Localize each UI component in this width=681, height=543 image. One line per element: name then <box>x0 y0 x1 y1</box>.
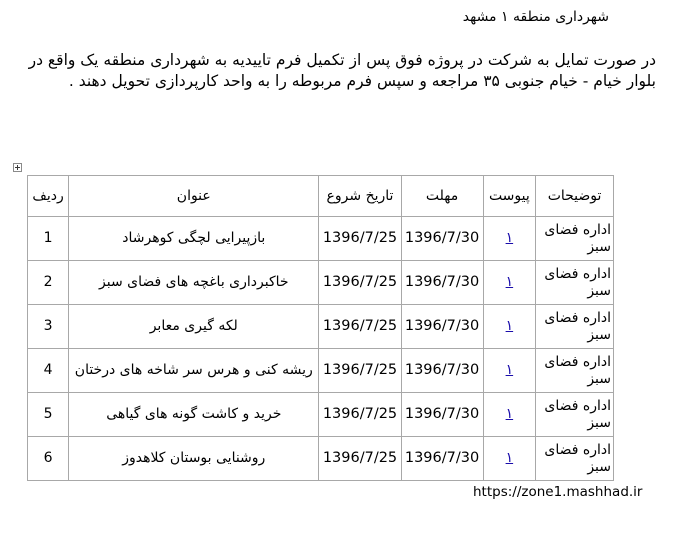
cell-title: روشنایی بوستان کلاهدوز <box>69 437 319 481</box>
cell-title: ریشه کنی و هرس سر شاخه های درختان <box>69 349 319 393</box>
table-row <box>28 217 614 261</box>
cell-deadline: 1396/7/30 <box>401 305 483 349</box>
cell-row-number: 1 <box>28 217 69 261</box>
cell-row-number: 3 <box>28 305 69 349</box>
cell-start-date: 1396/7/25 <box>319 349 401 393</box>
table-row <box>28 437 614 481</box>
attachment-link[interactable]: ۱ <box>505 230 514 246</box>
cell-title: خرید و کاشت گونه های گیاهی <box>69 393 319 437</box>
table-row <box>28 393 614 437</box>
cell-row-number: 4 <box>28 349 69 393</box>
header-title: عنوان <box>69 176 319 217</box>
table-row <box>28 349 614 393</box>
cell-attachment <box>483 305 536 349</box>
cell-row-number: 6 <box>28 437 69 481</box>
cell-attachment <box>483 261 536 305</box>
attachment-link[interactable]: ۱ <box>505 450 514 466</box>
cell-start-date: 1396/7/25 <box>319 217 401 261</box>
cell-row-number: 5 <box>28 393 69 437</box>
cell-desc: اداره فضای سبز <box>536 305 614 349</box>
cell-start-date: 1396/7/25 <box>319 305 401 349</box>
cell-attachment <box>483 349 536 393</box>
header-attachment: پیوست <box>483 176 536 217</box>
header-start-date: تاریخ شروع <box>319 176 401 217</box>
cell-attachment <box>483 393 536 437</box>
cell-start-date: 1396/7/25 <box>319 437 401 481</box>
cell-title: خاکبرداری باغچه های فضای سبز <box>69 261 319 305</box>
cell-start-date: 1396/7/25 <box>319 261 401 305</box>
attachment-link[interactable]: ۱ <box>505 406 514 422</box>
attachment-link[interactable]: ۱ <box>505 274 514 290</box>
cell-deadline: 1396/7/30 <box>401 349 483 393</box>
expand-plus-icon[interactable] <box>13 163 22 172</box>
cell-desc: اداره فضای سبز <box>536 437 614 481</box>
table-row <box>28 305 614 349</box>
cell-deadline: 1396/7/30 <box>401 217 483 261</box>
attachment-link[interactable]: ۱ <box>505 362 514 378</box>
cell-title: بازپیرایی لچگی کوهرشاد <box>69 217 319 261</box>
cell-attachment <box>483 437 536 481</box>
cell-row-number: 2 <box>28 261 69 305</box>
attachment-link[interactable]: ۱ <box>505 318 514 334</box>
tender-table <box>27 175 614 481</box>
cell-start-date: 1396/7/25 <box>319 393 401 437</box>
cell-deadline: 1396/7/30 <box>401 393 483 437</box>
header-row-number: ردیف <box>28 176 69 217</box>
organization-title: شهرداری منطقه ۱ مشهد <box>462 9 609 25</box>
intro-paragraph: در صورت تمایل به شرکت در پروژه فوق پس از تکمیل فرم تاییدیه به شهرداری منطقه یک واقع در بلوار خیام - خیام جنوبی ۳۵ مراجعه و سپس فرم مربوطه را به واحد کارپردازی تحویل دهند . <box>28 51 656 90</box>
cell-deadline: 1396/7/30 <box>401 261 483 305</box>
cell-desc: اداره فضای سبز <box>536 217 614 261</box>
cell-desc: اداره فضای سبز <box>536 393 614 437</box>
cell-desc: اداره فضای سبز <box>536 349 614 393</box>
table-header-row <box>28 176 614 217</box>
source-url: https://zone1.mashhad.ir <box>473 484 643 500</box>
cell-deadline: 1396/7/30 <box>401 437 483 481</box>
header-deadline: مهلت <box>401 176 483 217</box>
cell-desc: اداره فضای سبز <box>536 261 614 305</box>
cell-title: لکه گیری معابر <box>69 305 319 349</box>
cell-attachment <box>483 217 536 261</box>
header-desc: توضیحات <box>536 176 614 217</box>
table-row <box>28 261 614 305</box>
